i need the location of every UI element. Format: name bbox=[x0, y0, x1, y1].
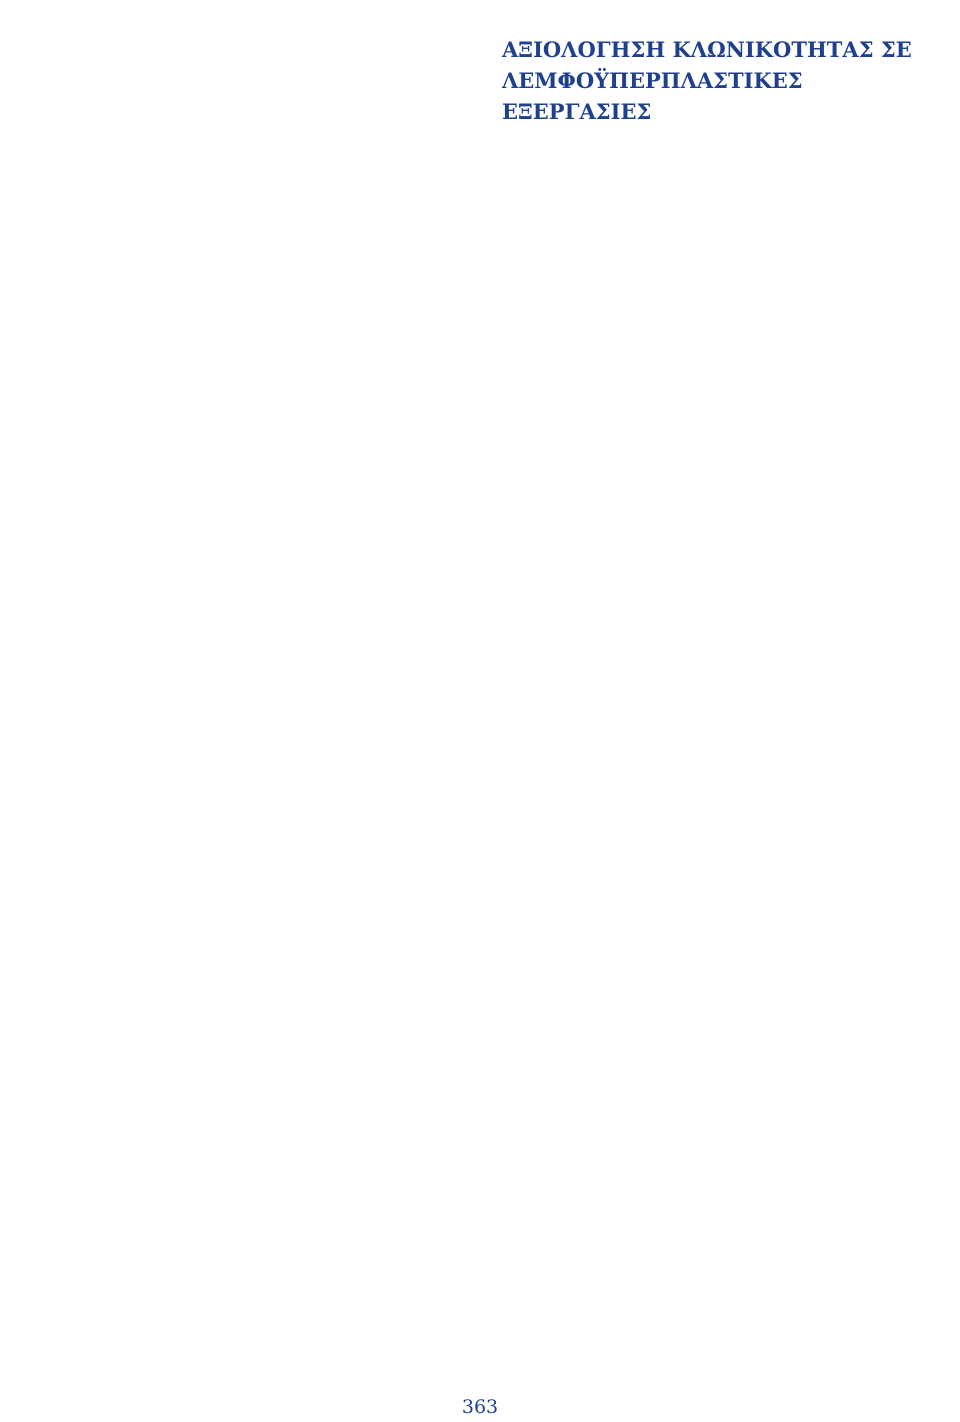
right-column bbox=[502, 0, 954, 127]
section-heading: ΑΞΙΟΛΟΓΗΣΗ ΚΛΩΝΙΚΟΤΗΤΑΣ ΣΕ ΛΕΜΦΟΫΠΕΡΠΛΑΣΤΙΚΕΣ ΕΞΕΡΓΑΣΙΕΣ bbox=[502, 37, 912, 124]
page-number: 363 bbox=[461, 1396, 499, 1418]
